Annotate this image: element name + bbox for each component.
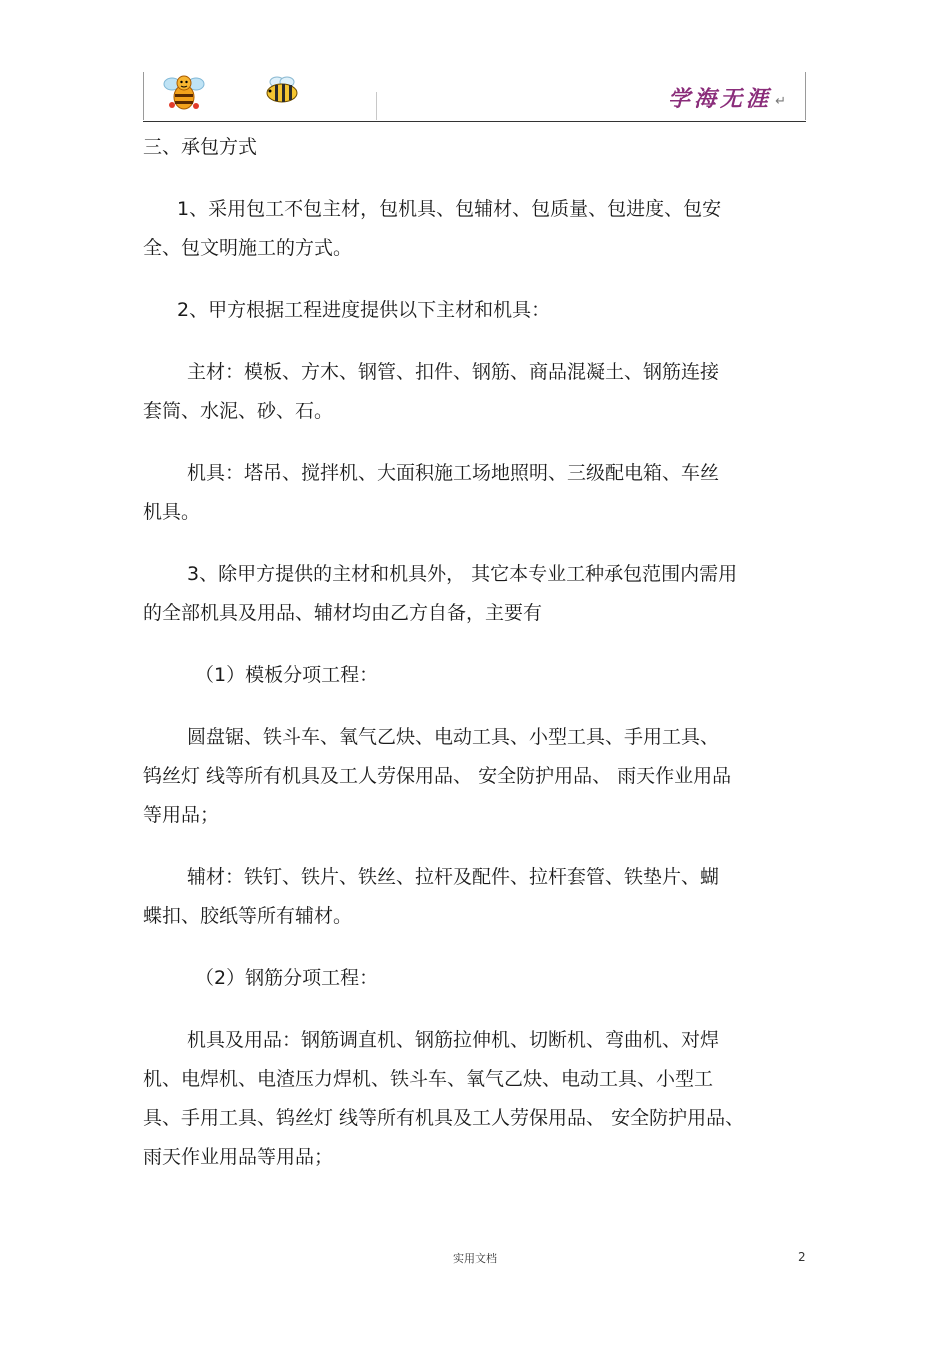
header-divider — [376, 92, 377, 120]
subsection-2-tools-line-4: 雨天作业用品等用品； — [143, 1146, 334, 1168]
item-1-line-2: 全、包文明施工的方式。 — [143, 237, 353, 259]
subsection-2-title: （2）钢筋分项工程： — [195, 967, 379, 989]
section-title: 三、承包方式 — [143, 136, 258, 158]
subsection-1-aux-line-1: 辅材：铁钉、铁片、铁丝、拉杆及配件、拉杆套管、铁垫片、蝴 — [187, 866, 720, 888]
header-motto: 学海无涯 — [667, 86, 772, 112]
main-materials-line-1: 主材：模板、方木、钢管、扣件、钢筋、商品混凝土、钢筋连接 — [187, 361, 720, 383]
header-right-border — [805, 72, 806, 120]
item-1-line-1: 1、采用包工不包主材，包机具、包辅材、包质量、包进度、包安 — [177, 198, 722, 220]
subsection-1-tools-line-1: 圆盘锯、铁斗车、氧气乙炔、电动工具、小型工具、手用工具、 — [187, 726, 720, 748]
paragraph-return-mark: ↵ — [775, 94, 786, 109]
main-materials-line-2: 套筒、水泥、砂、石。 — [143, 400, 334, 422]
header-left-border — [143, 72, 144, 120]
item-3-line-1: 3、除甲方提供的主材和机具外， 其它本专业工种承包范围内需用 — [187, 563, 738, 585]
subsection-1-tools-line-3: 等用品； — [143, 804, 220, 826]
machines-line-2: 机具。 — [143, 501, 201, 523]
page-header — [143, 68, 806, 122]
subsection-1-tools-line-2: 钨丝灯 线等所有机具及工人劳保用品、 安全防护用品、 雨天作业用品 — [143, 765, 732, 787]
machines-line-1: 机具：塔吊、搅拌机、大面积施工场地照明、三级配电箱、车丝 — [187, 462, 720, 484]
subsection-2-tools-line-3: 具、手用工具、钨丝灯 线等所有机具及工人劳保用品、 安全防护用品、 — [143, 1107, 745, 1129]
footer-label: 实用文档 — [453, 1252, 497, 1265]
item-3-line-2: 的全部机具及用品、辅材均由乙方自备，主要有 — [143, 602, 543, 624]
document-body — [143, 128, 806, 1177]
subsection-2-tools-line-2: 机、电焊机、电渣压力焊机、铁斗车、氧气乙炔、电动工具、小型工 — [143, 1068, 714, 1090]
page-number: 2 — [798, 1250, 806, 1264]
bee-small-icon — [263, 76, 301, 104]
subsection-1-title: （1）模板分项工程： — [195, 664, 379, 686]
bee-cartoon-icon — [163, 72, 205, 112]
subsection-2-tools-line-1: 机具及用品：钢筋调直机、钢筋拉伸机、切断机、弯曲机、对焊 — [187, 1029, 720, 1051]
subsection-1-aux-line-2: 蝶扣、胶纸等所有辅材。 — [143, 905, 353, 927]
item-2: 2、甲方根据工程进度提供以下主材和机具： — [177, 299, 551, 321]
